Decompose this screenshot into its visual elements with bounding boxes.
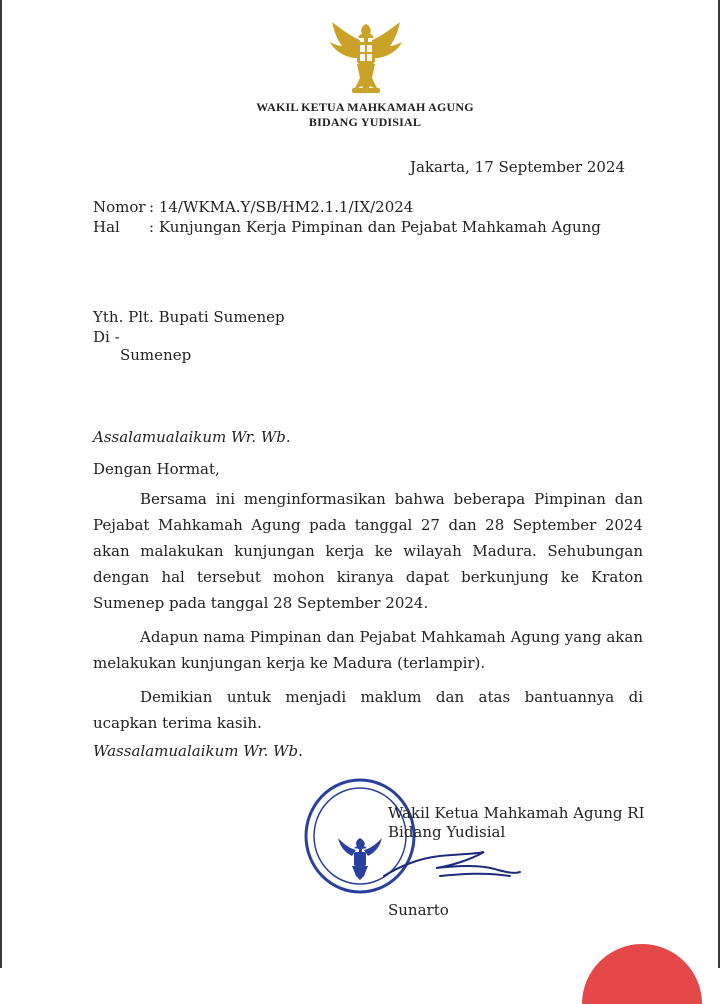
hal-row bbox=[93, 218, 601, 236]
hal-label: Hal bbox=[93, 218, 120, 236]
letter-date: Jakarta, 17 September 2024 bbox=[410, 158, 625, 176]
signer-department: Bidang Yudisial bbox=[388, 823, 506, 841]
nomor-row bbox=[93, 198, 413, 216]
nomor-label: Nomor bbox=[93, 198, 146, 216]
signer-name: Sunarto bbox=[388, 901, 449, 919]
opening-salutation: Assalamualaikum Wr. Wb. bbox=[93, 428, 291, 446]
garuda-emblem-icon bbox=[324, 16, 408, 100]
signer-title: Wakil Ketua Mahkamah Agung RI bbox=[388, 804, 645, 822]
floating-action-button[interactable] bbox=[582, 944, 702, 1004]
body-paragraph: Bersama ini menginformasikan bahwa beberapa Pimpinan dan Pejabat Mahkamah Agung pada tanggal 27 dan 28 September 2024 akan malakukan kunjungan kerja ke wilayah Madura. Sehubungan dengan hal tersebut mohon kiranya dapat berkunjung ke Kraton Sumenep pada tanggal 28 September 2024. bbox=[93, 490, 643, 612]
nomor-value: : 14/WKMA.Y/SB/HM2.1.1/IX/2024 bbox=[149, 198, 414, 216]
letterhead-subtitle: BIDANG YUDISIAL bbox=[308, 115, 422, 129]
body-paragraph: Demikian untuk menjadi maklum dan atas bantuannya di ucapkan terima kasih. bbox=[93, 688, 643, 732]
recipient-place: Sumenep bbox=[120, 346, 192, 364]
recipient-di: Di - bbox=[93, 328, 120, 346]
body-paragraph: Adapun nama Pimpinan dan Pejabat Mahkamah Agung yang akan melakukan kunjungan kerja ke Madura (terlampir). bbox=[93, 628, 643, 672]
hal-value: : Kunjungan Kerja Pimpinan dan Pejabat Mahkamah Agung bbox=[149, 218, 601, 236]
recipient-line: Yth. Plt. Bupati Sumenep bbox=[93, 308, 285, 326]
letterhead-title: WAKIL KETUA MAHKAMAH AGUNG bbox=[256, 100, 474, 114]
greeting: Dengan Hormat, bbox=[93, 460, 220, 478]
signature-icon bbox=[380, 836, 540, 896]
closing-salutation: Wassalamualaikum Wr. Wb. bbox=[93, 742, 303, 760]
page-left-border bbox=[0, 0, 2, 968]
